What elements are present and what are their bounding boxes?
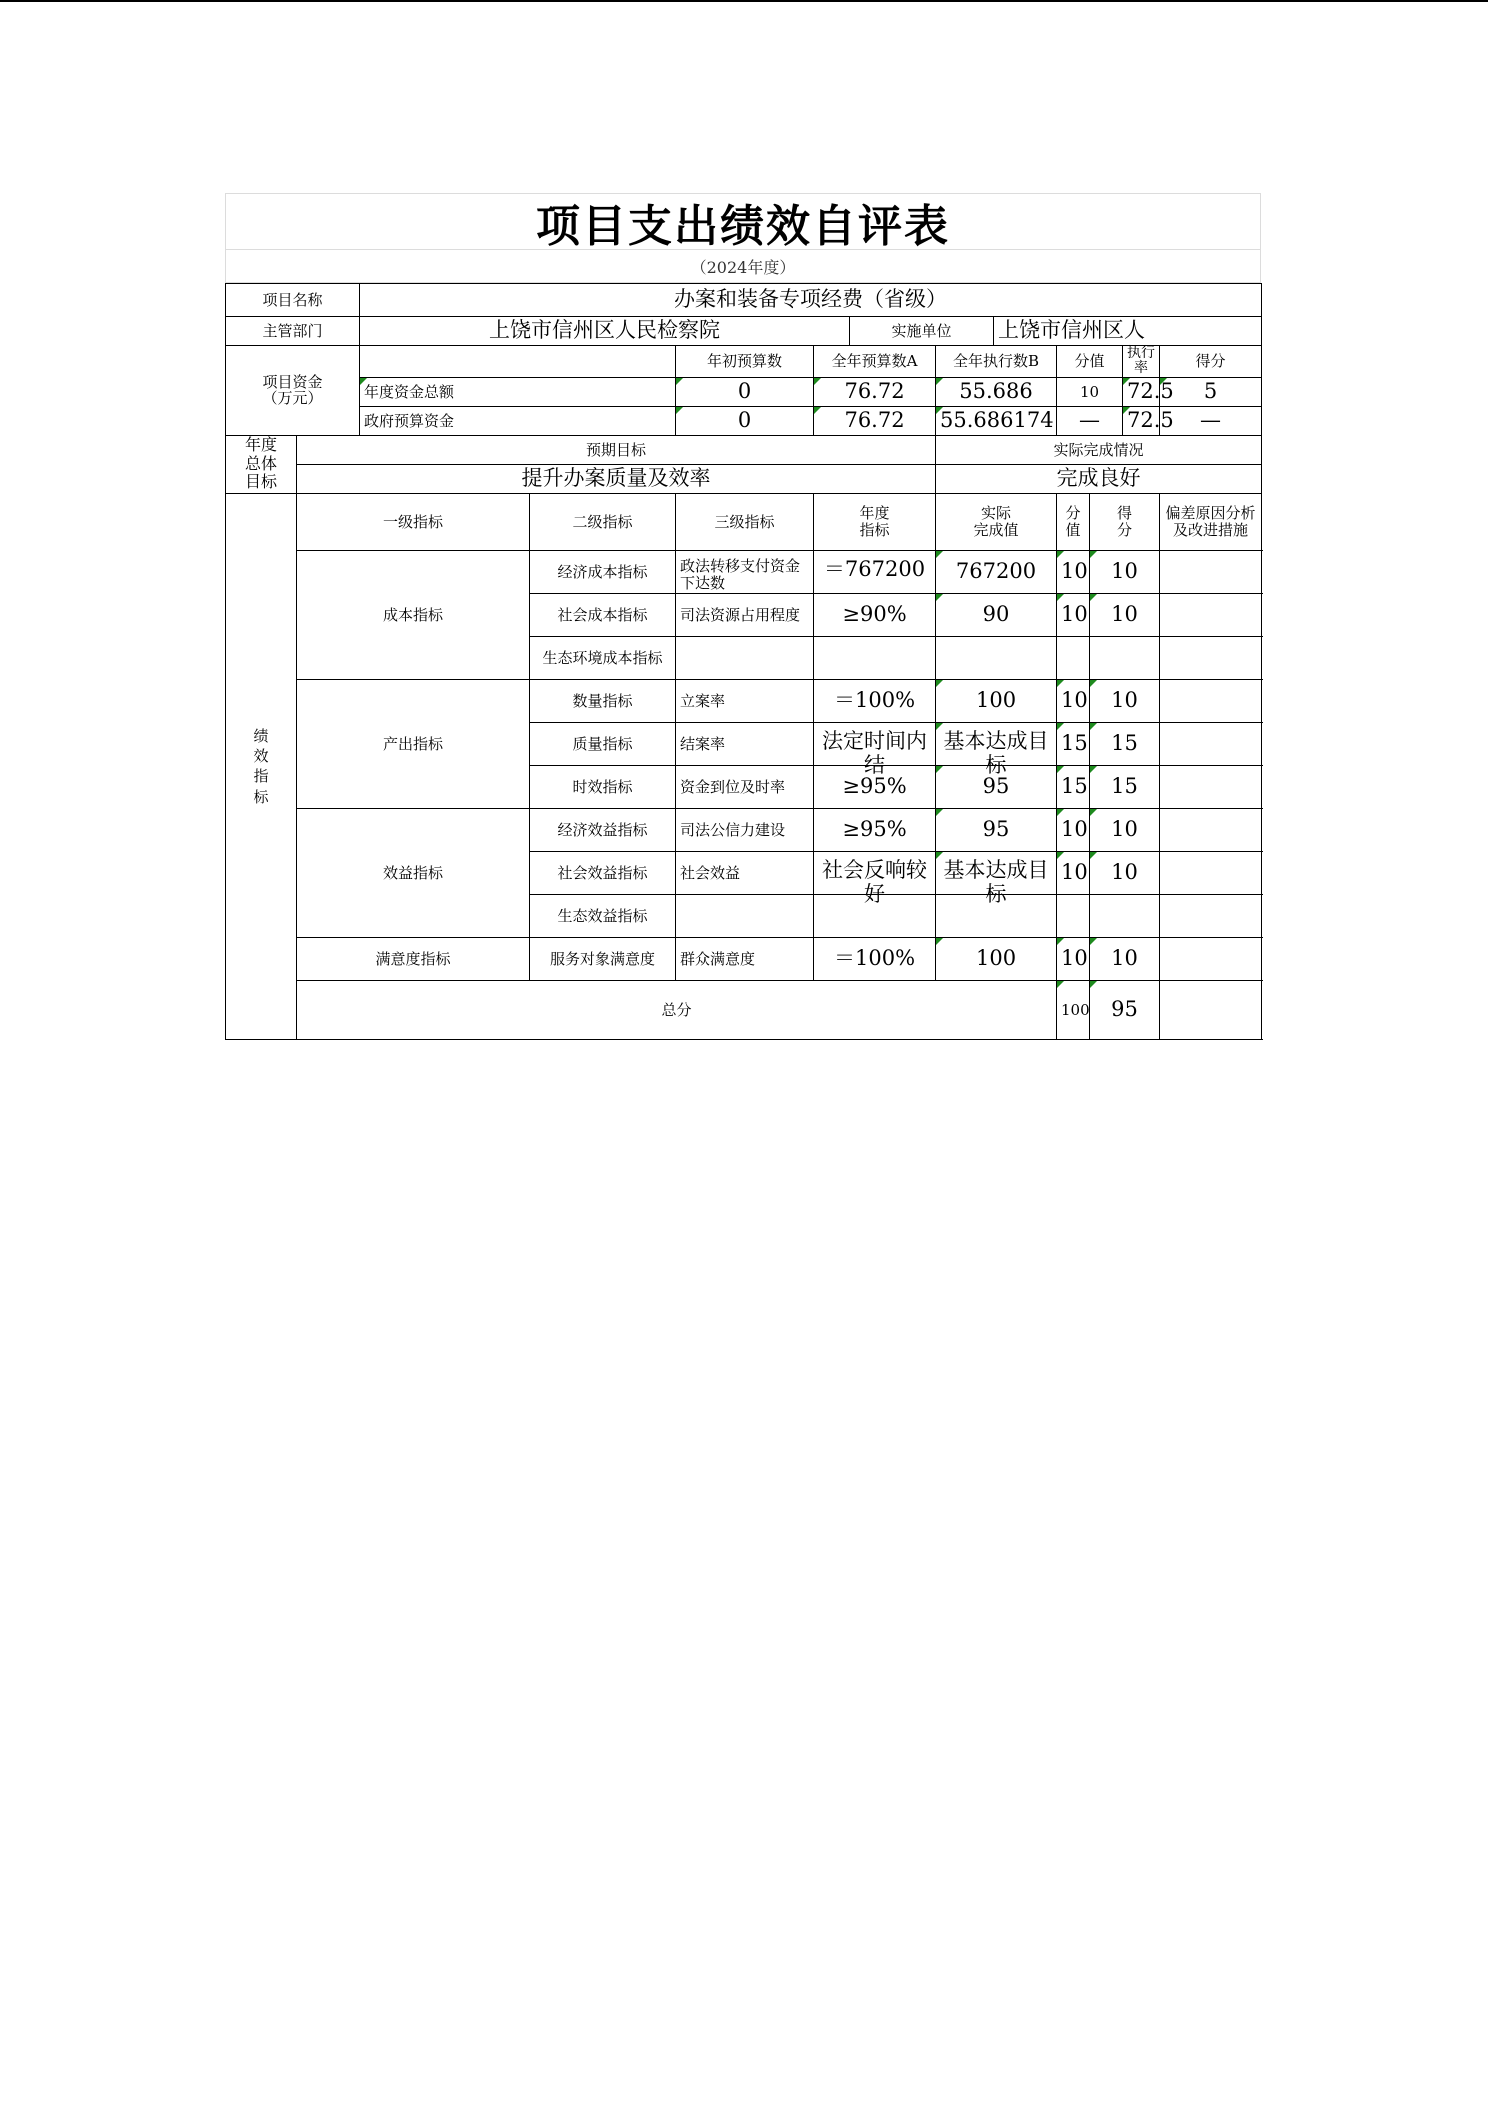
target-cell	[814, 636, 936, 679]
l2-cell: 经济成本指标	[530, 550, 676, 593]
goals-expected-label: 预期目标	[297, 435, 936, 464]
ind-header-deviation: 偏差原因分析 及改进措施	[1160, 493, 1262, 550]
funds-score-value: 10	[1057, 377, 1123, 406]
score-cell: 10	[1090, 808, 1160, 851]
funds-header-executed: 全年执行数B	[936, 346, 1057, 378]
deviation-cell	[1160, 808, 1262, 851]
l2-cell: 社会效益指标	[530, 851, 676, 894]
deviation-cell	[1160, 851, 1262, 894]
score-cell: 10	[1090, 937, 1160, 980]
target-text: 社会反响较好	[822, 857, 928, 906]
funds-row	[226, 406, 1262, 435]
score-cell: 10	[1090, 593, 1160, 636]
benefit-indicator-label: 效益指标	[297, 808, 530, 937]
output-indicator-label: 产出指标	[297, 679, 530, 808]
satisfaction-indicator-label: 满意度指标	[297, 937, 530, 980]
funds-annual: 76.72	[814, 377, 936, 406]
value-cell: 10	[1057, 937, 1090, 980]
score-cell: 10	[1090, 550, 1160, 593]
l3-cell: 司法公信力建设	[676, 808, 814, 851]
actual-cell: 90	[936, 593, 1057, 636]
total-label: 总分	[297, 980, 1057, 1039]
goals-label-text: 年度 总体 目标	[244, 435, 277, 492]
l3-cell: 立案率	[676, 679, 814, 722]
l2-cell: 时效指标	[530, 765, 676, 808]
goals-actual: 完成良好	[936, 464, 1262, 493]
actual-cell	[936, 851, 1057, 906]
l2-cell: 质量指标	[530, 722, 676, 765]
l2-cell: 数量指标	[530, 679, 676, 722]
value-cell: 10	[1057, 808, 1090, 851]
goals-expected: 提升办案质量及效率	[297, 464, 936, 493]
value-cell: 15	[1057, 765, 1090, 808]
l3-cell: 资金到位及时率	[676, 765, 814, 808]
funds-annual: 76.72	[814, 406, 936, 435]
l2-cell: 社会成本指标	[530, 593, 676, 636]
value-cell: 10	[1057, 550, 1090, 593]
funds-initial: 0	[676, 377, 814, 406]
deviation-cell	[1160, 894, 1262, 937]
goals-label	[226, 435, 297, 493]
l3-cell: 群众满意度	[676, 937, 814, 980]
l3-cell: 司法资源占用程度	[676, 593, 814, 636]
deviation-cell	[1160, 765, 1262, 808]
funds-row-label: 政府预算资金	[360, 406, 676, 435]
score-cell: 15	[1090, 722, 1160, 765]
value-cell	[1057, 894, 1090, 937]
value-cell: 10	[1057, 851, 1090, 894]
l3-cell	[676, 894, 814, 937]
actual-cell	[936, 722, 1057, 777]
funds-score: —	[1160, 406, 1262, 435]
target-cell: ＝100%	[814, 937, 936, 980]
target-cell: ≥95%	[814, 765, 936, 808]
table-row	[226, 937, 1262, 980]
ind-header-value: 分 值	[1057, 493, 1090, 550]
l2-cell: 经济效益指标	[530, 808, 676, 851]
deviation-cell	[1160, 636, 1262, 679]
ind-header-l2: 二级指标	[530, 493, 676, 550]
table-row	[226, 808, 1262, 851]
target-cell: ≥90%	[814, 593, 936, 636]
deviation-cell	[1160, 679, 1262, 722]
score-cell: 10	[1090, 679, 1160, 722]
funds-header-blank	[360, 346, 676, 378]
value-cell: 15	[1057, 722, 1090, 765]
l3-cell	[676, 550, 814, 593]
actual-cell: 767200	[936, 550, 1057, 593]
value-cell	[1057, 636, 1090, 679]
total-score: 95	[1090, 980, 1160, 1039]
funds-executed: 55.686	[936, 377, 1057, 406]
deviation-cell	[1160, 593, 1262, 636]
target-text: 法定时间内结	[822, 728, 928, 777]
funds-header-rate: 执行率	[1123, 346, 1160, 378]
l2-cell: 服务对象满意度	[530, 937, 676, 980]
value-cell: 10	[1057, 679, 1090, 722]
cost-indicator-label: 成本指标	[297, 550, 530, 679]
target-text: ＝767200	[823, 556, 926, 581]
table-row	[226, 550, 1262, 593]
impl-label: 实施单位	[850, 317, 994, 346]
actual-text: 基本达成目标	[943, 857, 1049, 906]
dept-name: 上饶市信州区人民检察院	[360, 317, 850, 346]
score-cell: 10	[1090, 851, 1160, 894]
target-cell	[814, 722, 936, 777]
deviation-cell	[1160, 550, 1262, 593]
ind-header-l1: 一级指标	[297, 493, 530, 550]
total-value: 100	[1057, 980, 1090, 1039]
performance-sheet	[225, 193, 1261, 1040]
l3-cell: 社会效益	[676, 851, 814, 894]
funds-executed: 55.686174	[936, 406, 1057, 435]
actual-text: 基本达成目标	[943, 728, 1049, 777]
funds-rate: 72.5	[1123, 377, 1160, 406]
funds-score: 5	[1160, 377, 1262, 406]
funds-row	[226, 377, 1262, 406]
funds-header-score-value: 分值	[1057, 346, 1123, 378]
funds-score-value: —	[1057, 406, 1123, 435]
actual-cell	[936, 894, 1057, 937]
score-cell	[1090, 636, 1160, 679]
table-row	[226, 679, 1262, 722]
impl-name: 上饶市信州区人	[994, 317, 1262, 346]
target-cell	[814, 851, 936, 906]
target-cell: ＝100%	[814, 679, 936, 722]
funds-header-annual: 全年预算数A	[814, 346, 936, 378]
evaluation-table	[225, 283, 1262, 1040]
project-name-label: 项目名称	[226, 284, 360, 317]
funds-header-initial: 年初预算数	[676, 346, 814, 378]
ind-header-l3: 三级指标	[676, 493, 814, 550]
score-cell	[1090, 894, 1160, 937]
project-name: 办案和装备专项经费（省级）	[360, 284, 1262, 317]
total-row	[226, 980, 1262, 1039]
doc-title: 项目支出绩效自评表	[225, 193, 1261, 249]
l2-cell: 生态环境成本指标	[530, 636, 676, 679]
actual-cell: 100	[936, 937, 1057, 980]
value-cell: 10	[1057, 593, 1090, 636]
l2-cell: 生态效益指标	[530, 894, 676, 937]
actual-cell: 100	[936, 679, 1057, 722]
deviation-cell	[1160, 722, 1262, 765]
score-cell: 15	[1090, 765, 1160, 808]
actual-cell: 95	[936, 765, 1057, 808]
doc-year: （2024年度）	[225, 249, 1261, 283]
funds-header-score: 得分	[1160, 346, 1262, 378]
goals-actual-label: 实际完成情况	[936, 435, 1262, 464]
ind-header-score: 得 分	[1090, 493, 1160, 550]
deviation-cell	[1160, 937, 1262, 980]
target-cell	[814, 894, 936, 937]
target-cell	[814, 550, 936, 593]
dept-label: 主管部门	[226, 317, 360, 346]
l3-cell: 结案率	[676, 722, 814, 765]
l3-text: 政法转移支付资金下达数	[680, 556, 801, 593]
actual-cell: 95	[936, 808, 1057, 851]
ind-header-actual: 实际 完成值	[936, 493, 1057, 550]
ind-header-target: 年度 指标	[814, 493, 936, 550]
total-deviation	[1160, 980, 1262, 1039]
indicators-side-label: 绩 效 指 标	[226, 493, 297, 1039]
page-top-border	[0, 0, 1488, 2]
funds-row-label: 年度资金总额	[360, 377, 676, 406]
l3-cell	[676, 636, 814, 679]
actual-cell	[936, 636, 1057, 679]
target-cell: ≥95%	[814, 808, 936, 851]
funds-rate: 72.5	[1123, 406, 1160, 435]
funds-initial: 0	[676, 406, 814, 435]
funds-label: 项目资金 （万元）	[226, 346, 360, 436]
